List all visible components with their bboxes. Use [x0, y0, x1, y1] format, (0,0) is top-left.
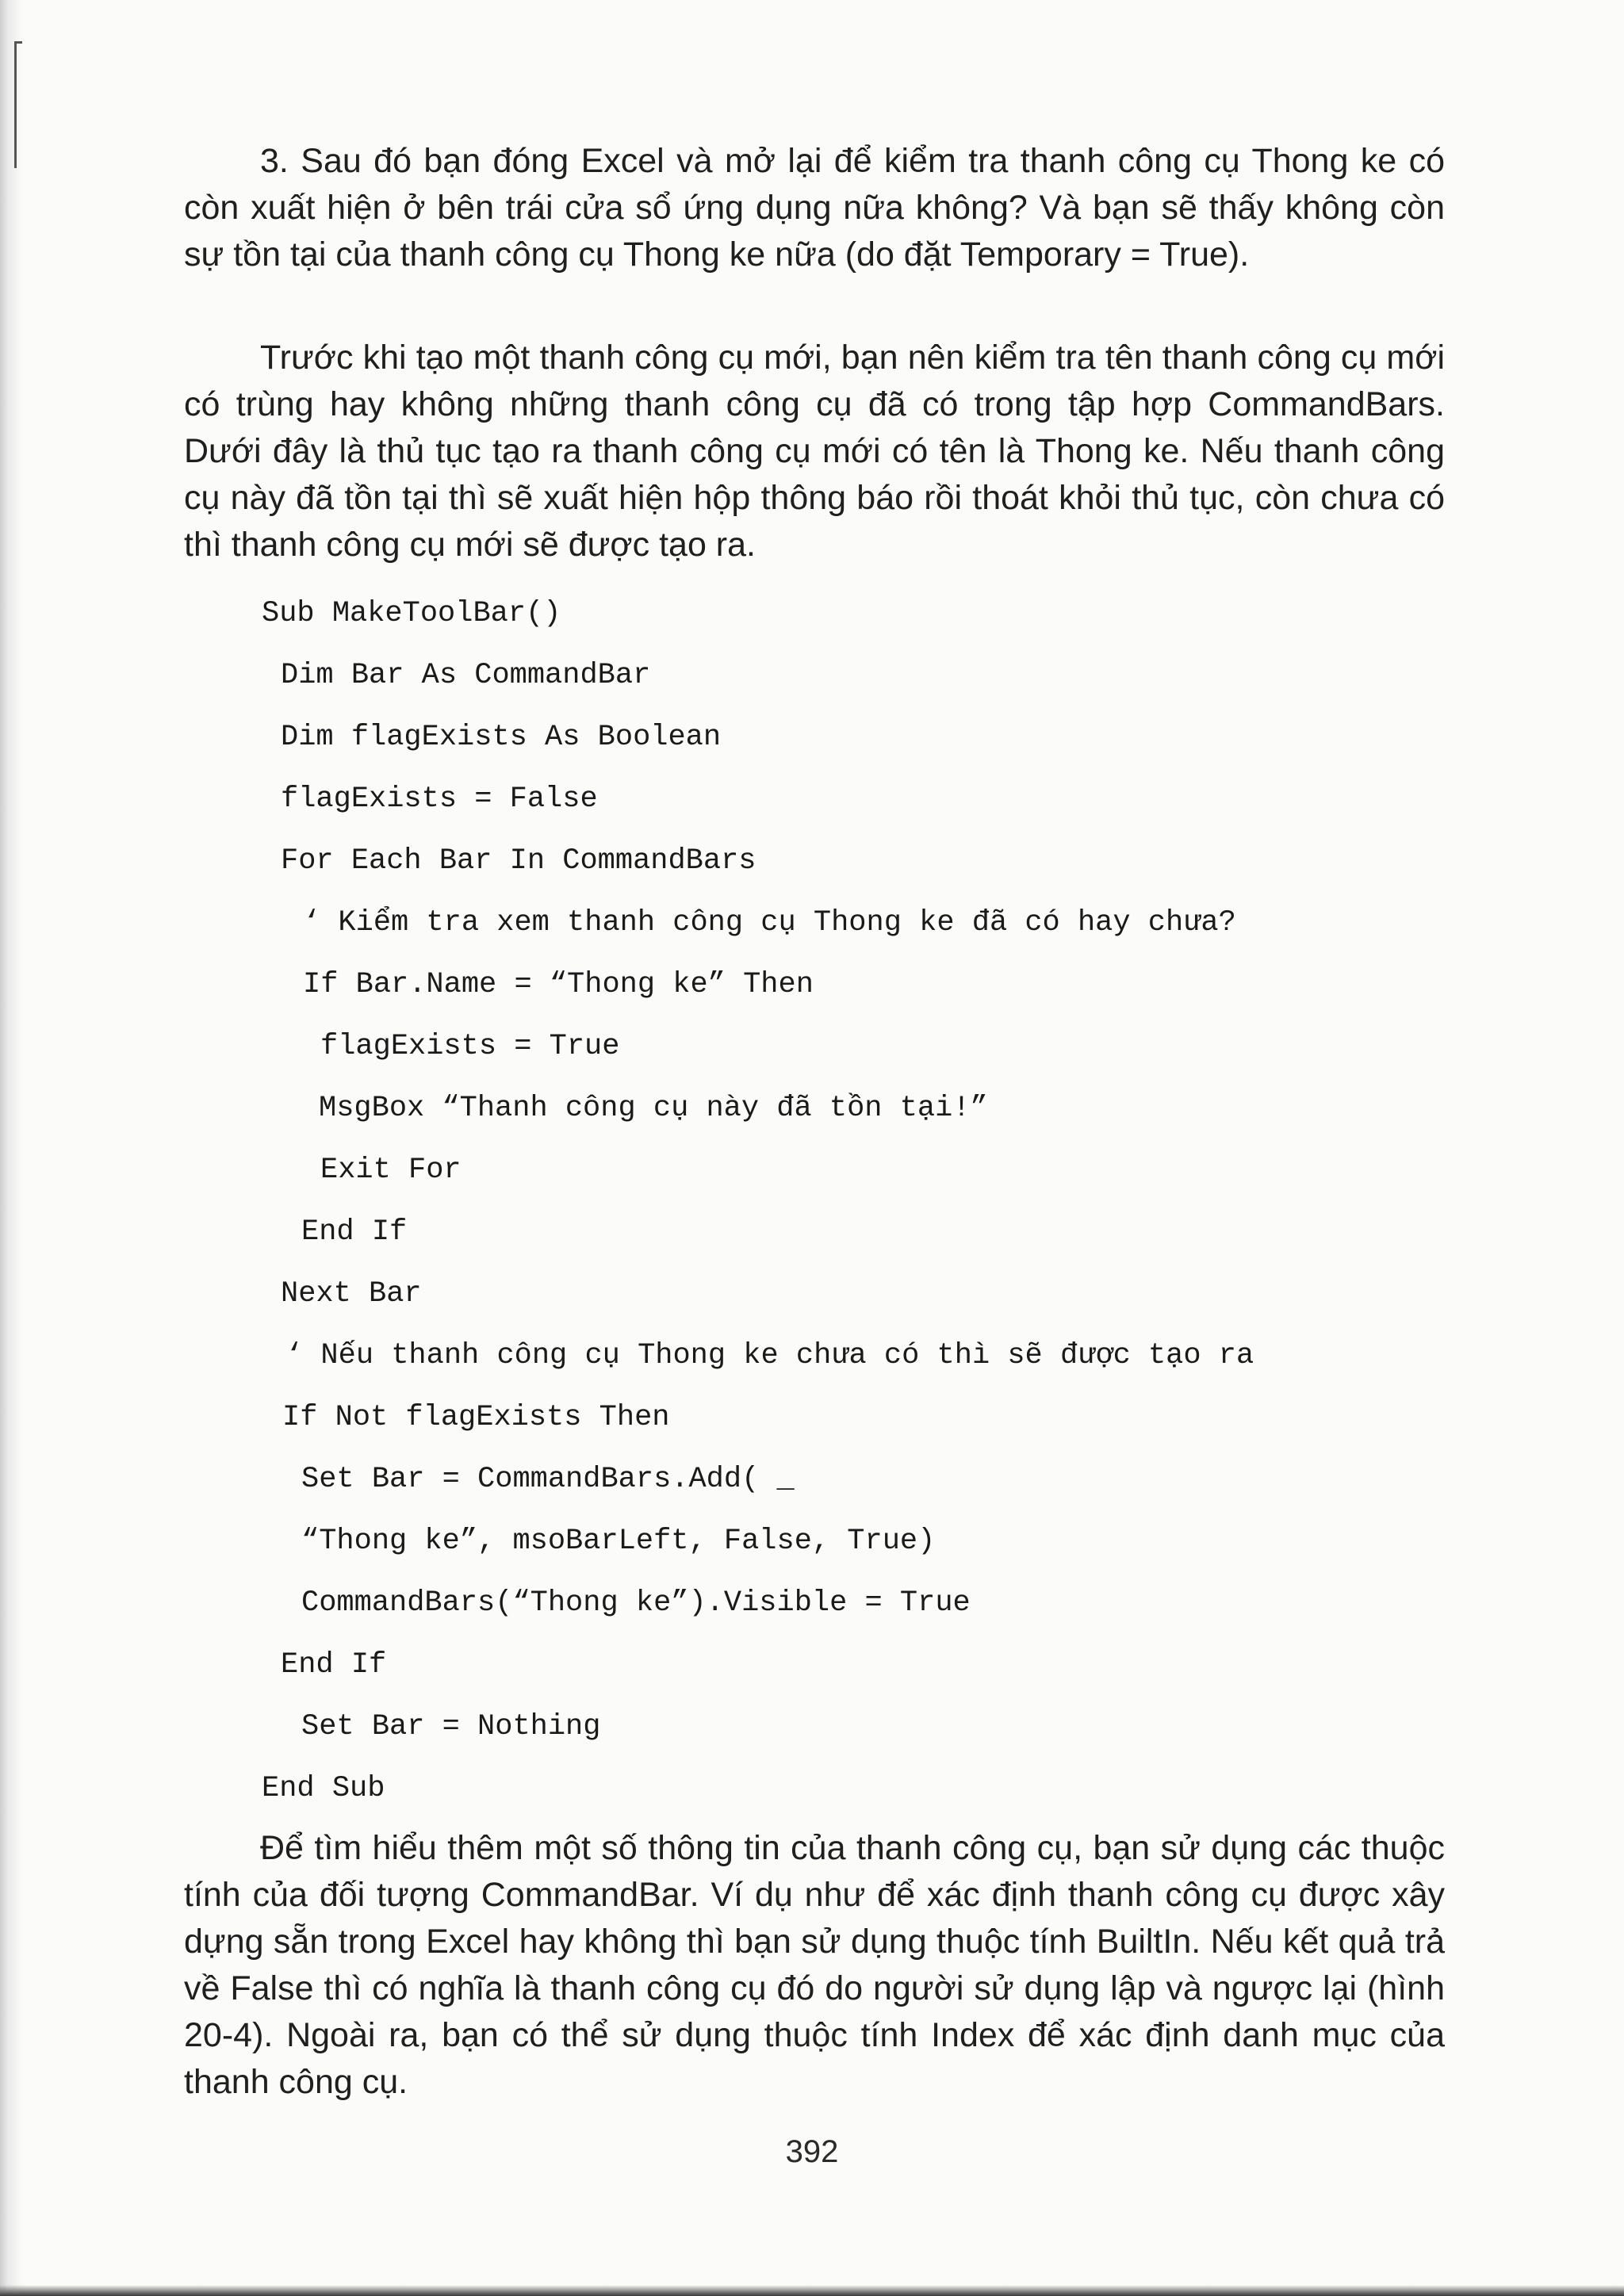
code-line: Next Bar: [281, 1277, 422, 1311]
code-comment: ‘ Nếu thanh công cụ Thong ke chưa có thì sẽ được tạo ra: [285, 1339, 1254, 1372]
code-line: End If: [281, 1648, 387, 1682]
code-line: CommandBars(“Thong ke”).Visible = True: [301, 1586, 971, 1620]
code-line: flagExists = False: [281, 783, 598, 816]
scan-shadow-bottom: [0, 2285, 1624, 2296]
code-line: Dim Bar As CommandBar: [281, 659, 651, 692]
code-line: End If: [301, 1215, 408, 1249]
paragraph-commandbar-properties: Để tìm hiểu thêm một số thông tin của thanh công cụ, bạn sử dụng các thuộc tính của đối tượng CommandBar. Ví dụ như để xác định thanh công cụ được xây dựng sẵn trong Excel hay không thì bạn sử dụng thuộc tính BuiltIn. Nếu kết quả trả về False thì có nghĩa là thanh công cụ đó do người sử dụng lập và ngược lại (hình 20-4). Ngoài ra, bạn có thể sử dụng thuộc tính Index để xác định danh mục của thanh công cụ.: [184, 1829, 1445, 2101]
paragraph-step-3: 3. Sau đó bạn đóng Excel và mở lại để kiểm tra thanh công cụ Thong ke có còn xuất hiện ở bên trái cửa sổ ứng dụng nữa không? Và bạn sẽ thấy không còn sự tồn tại của thanh công cụ Thong ke nữa (do đặt Temporary = True).: [184, 142, 1445, 274]
page-number: 392: [785, 2134, 839, 2169]
code-line: End Sub: [262, 1772, 385, 1805]
paragraph-intro-procedure: Trước khi tạo một thanh công cụ mới, bạn nên kiểm tra tên thanh công cụ mới có trùng hay không những thanh công cụ đã có trong tập hợp CommandBars. Dưới đây là thủ tục tạo ra thanh công cụ mới có tên là Thong ke. Nếu thanh công cụ này đã tồn tại thì sẽ xuất hiện hộp thông báo rồi thoát khỏi thủ tục, còn chưa có thì thanh công cụ mới sẽ được tạo ra.: [184, 339, 1445, 564]
scan-shadow-left: [0, 0, 24, 2296]
code-line: If Not flagExists Then: [282, 1401, 670, 1434]
code-line: Dim flagExists As Boolean: [281, 721, 722, 754]
code-line: If Bar.Name = “Thong ke” Then: [303, 968, 814, 1001]
code-comment: ‘ Kiểm tra xem thanh công cụ Thong ke đã có hay chưa?: [303, 906, 1236, 939]
code-line: For Each Bar In CommandBars: [281, 844, 756, 878]
code-line: Set Bar = Nothing: [301, 1710, 601, 1743]
code-line: Sub MakeToolBar(): [262, 597, 561, 630]
code-line: MsgBox “Thanh công cụ này đã tồn tại!”: [319, 1092, 988, 1125]
code-line: Set Bar = CommandBars.Add( _: [301, 1463, 795, 1496]
code-line: “Thong ke”, msoBarLeft, False, True): [301, 1525, 936, 1558]
code-line: flagExists = True: [320, 1030, 620, 1063]
code-line: Exit For: [320, 1154, 462, 1187]
scan-corner-mark-vertical: [14, 41, 17, 168]
